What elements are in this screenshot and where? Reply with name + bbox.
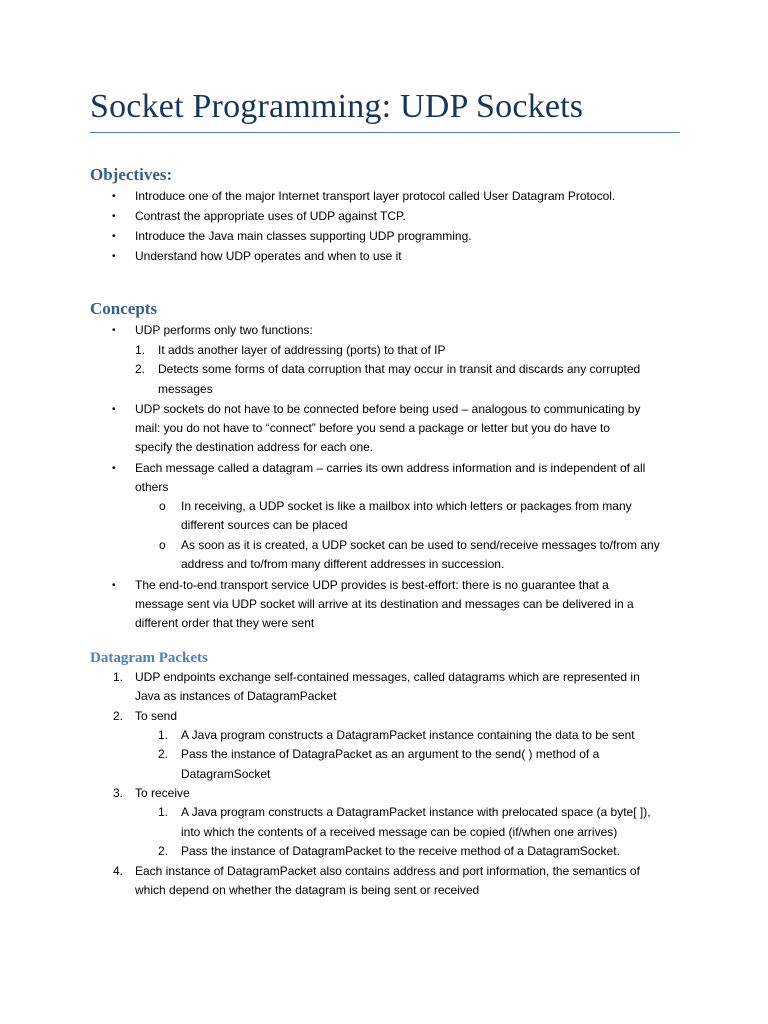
send-step-cont: DatagramSocket [181,767,271,781]
sub-item-cont: address and to/from many different addresses in succession. [181,557,505,571]
sub-item-cont: different sources can be placed [181,518,348,532]
sub-item: As soon as it is created, a UDP socket can be used to send/receive messages to/from any [181,538,660,552]
objective-item: Understand how UDP operates and when to use it [135,249,402,263]
sub-item: In receiving, a UDP socket is like a mailbox into which letters or packages from many [181,499,632,513]
page-title: Socket Programming: UDP Sockets [90,88,584,125]
bullet-marker: • [112,463,116,474]
concepts-heading: Concepts [90,299,158,318]
function-item: Detects some forms of data corruption that may occur in transit and discards any corrupted [158,362,641,376]
receive-step: Pass the instance of DatagramPacket to the receive method of a DatagramSocket. [181,844,620,858]
packet-item: To send [135,709,178,723]
receive-step-cont: into which the contents of a received message can be copied (if/when one arrives) [181,825,618,839]
objectives-heading: Objectives: [90,165,173,184]
number-marker: 2. [158,747,169,761]
objective-item: Introduce the Java main classes supporting UDP programming. [135,229,472,243]
number-marker: 2. [135,362,146,376]
packet-item: To receive [135,786,190,800]
bullet-marker: • [112,211,116,222]
number-marker: 1. [158,805,169,819]
concept-datagram-cont: others [135,480,169,494]
packet-item-cont: which depend on whether the datagram is being sent or received [135,883,480,897]
concept-best-effort-cont: message sent via UDP socket will arrive at its destination and messages can be delivered in a [135,597,634,611]
bullet-marker: • [112,191,116,202]
concept-udp-functions: UDP performs only two functions: [135,323,313,337]
circle-marker: o [159,499,166,513]
number-marker: 2. [113,709,124,723]
bullet-marker: • [112,580,116,591]
bullet-marker: • [112,325,116,336]
packet-item: Each instance of DatagramPacket also contains address and port information, the semantics of [135,864,640,878]
concept-best-effort-cont: different order that they were sent [135,616,315,630]
packet-item: UDP endpoints exchange self-contained messages, called datagrams which are represented in [135,670,640,684]
number-marker: 1. [158,728,169,742]
number-marker: 3. [113,786,124,800]
function-item: It adds another layer of addressing (ports) to that of IP [158,343,446,357]
bullet-marker: • [112,231,116,242]
objective-item: Contrast the appropriate uses of UDP against TCP. [135,209,406,223]
title-underline [90,132,680,133]
number-marker: 1. [135,343,146,357]
concept-best-effort: The end-to-end transport service UDP provides is best-effort: there is no guarantee that a [135,578,609,592]
concept-no-connect-cont: specify the destination address for each one. [135,440,374,454]
concept-no-connect: UDP sockets do not have to be connected before being used – analogous to communicating by [135,402,641,416]
concept-no-connect-cont: mail: you do not have to “connect” before you send a package or letter but you do have to [135,421,610,435]
bullet-marker: • [112,251,116,262]
bullet-marker: • [112,404,116,415]
packet-item-cont: Java as instances of DatagramPacket [135,689,337,703]
receive-step: A Java program constructs a DatagramPacket instance with prelocated space (a byte[ ]), [181,805,651,819]
number-marker: 4. [113,864,124,878]
function-item-cont: messages [158,382,213,396]
send-step: A Java program constructs a DatagramPacket instance containing the data to be sent [181,728,635,742]
datagram-packets-heading: Datagram Packets [90,650,208,666]
number-marker: 1. [113,670,124,684]
objective-item: Introduce one of the major Internet transport layer protocol called User Datagram Protocol. [135,189,616,203]
circle-marker: o [159,538,166,552]
send-step: Pass the instance of DatagraPacket as an argument to the send( ) method of a [181,747,600,761]
concept-datagram: Each message called a datagram – carries its own address information and is independent of all [135,461,646,475]
number-marker: 2. [158,844,169,858]
